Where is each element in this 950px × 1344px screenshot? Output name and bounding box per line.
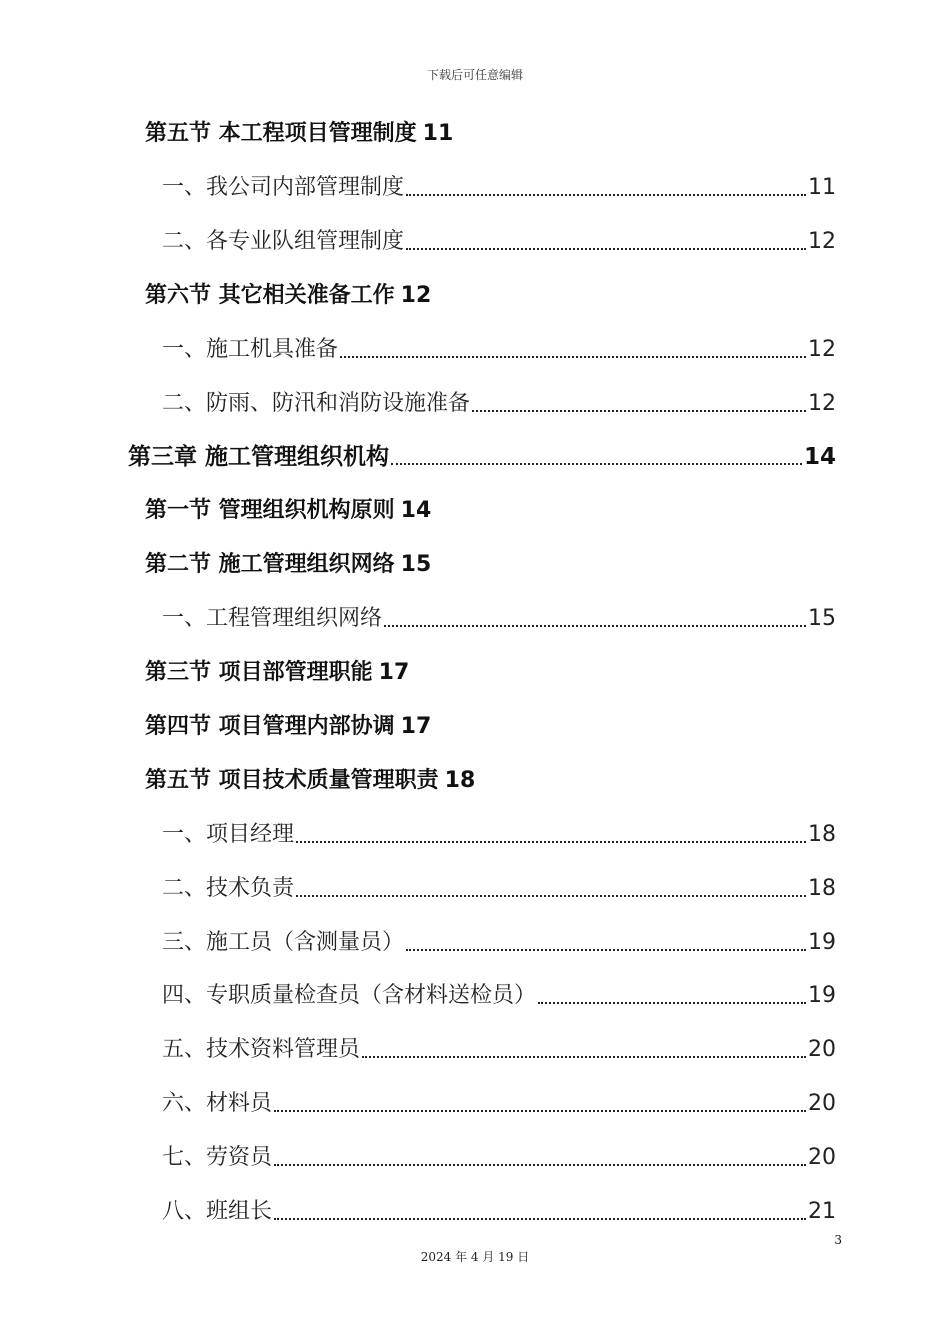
toc-entry-page: 14 [400,498,432,524]
page-footer-date: 2024 年 4 月 19 日 [420,1250,530,1264]
toc-entry-label: 三、施工员（含测量员） [162,929,405,955]
toc-entry-item[interactable] [162,1186,836,1226]
toc-entry-item[interactable] [162,809,836,849]
toc-entry-label: 六、材料员 [162,1091,273,1117]
toc-entry-page: 15 [400,552,432,578]
toc-entry-label: 一、项目经理 [162,821,295,847]
toc-entry-section[interactable] [145,755,475,795]
toc-dot-leader [362,1056,806,1058]
toc-entry-item[interactable] [162,1078,836,1118]
toc-entry-label: 二、防雨、防汛和消防设施准备 [162,390,471,416]
toc-entry-label: 二、技术负责 [162,875,295,901]
toc-entry-label: 一、施工机具准备 [162,336,339,362]
toc-dot-leader [274,1164,806,1166]
toc-entry-page: 18 [808,821,836,847]
toc-entry-item[interactable] [162,1024,836,1064]
toc-entry-page: 11 [808,174,836,200]
toc-entry-item[interactable] [162,162,836,202]
toc-entry-label: 一、我公司内部管理制度 [162,174,405,200]
toc-entry-page: 12 [808,228,836,254]
toc-entry-label: 第五节 项目技术质量管理职责 [145,767,439,793]
toc-dot-leader [340,356,806,358]
toc-entry-item[interactable] [162,216,836,256]
toc-entry-page: 17 [378,660,410,685]
toc-entry-label: 第四节 项目管理内部协调 [145,713,395,739]
toc-entry-chapter[interactable] [128,431,836,471]
toc-dot-leader [296,841,806,843]
toc-entry-page: 14 [803,444,836,471]
toc-entry-page: 12 [400,282,432,308]
toc-entry-section[interactable] [145,108,453,148]
toc-entry-page: 12 [808,336,836,362]
toc-entry-page: 18 [808,875,836,901]
toc-dot-leader [384,625,806,627]
page-number: 3 [834,1233,842,1247]
toc-entry-label: 第一节 管理组织机构原则 [145,498,395,524]
toc-entry-label: 一、工程管理组织网络 [162,606,383,632]
toc-entry-label: 第五节 本工程项目管理制度 [145,121,417,146]
toc-entry-section[interactable] [145,485,431,525]
toc-entry-page: 17 [400,713,432,739]
toc-entry-page: 12 [808,390,836,416]
toc-entry-section[interactable] [145,647,409,687]
toc-entry-page: 11 [422,121,454,146]
toc-entry-page: 20 [808,1091,836,1117]
toc-dot-leader [274,1110,806,1112]
toc-entry-item[interactable] [162,324,836,364]
toc-entry-label: 第三节 项目部管理职能 [145,660,373,685]
toc-entry-page: 15 [808,606,836,632]
toc-entry-label: 四、专职质量检查员（含材料送检员） [162,983,537,1009]
toc-entry-item[interactable] [162,863,836,903]
toc-entry-label: 二、各专业队组管理制度 [162,228,405,254]
toc-entry-page: 19 [808,983,836,1009]
toc-entry-label: 七、劳资员 [162,1145,273,1171]
toc-entry-label: 第二节 施工管理组织网络 [145,552,395,578]
toc-dot-leader [391,463,802,465]
page-header: 下载后可任意编辑 [426,68,523,82]
toc-dot-leader [406,194,806,196]
toc-entry-label: 第三章 施工管理组织机构 [128,444,390,471]
toc-entry-label: 第六节 其它相关准备工作 [145,282,395,308]
toc-entry-item[interactable] [162,917,836,957]
toc-entry-section[interactable] [145,701,431,741]
toc-entry-item[interactable] [162,970,836,1010]
toc-entry-section[interactable] [145,270,431,310]
toc-entry-page: 20 [808,1037,836,1063]
toc-entry-item[interactable] [162,593,836,633]
toc-entry-page: 19 [808,929,836,955]
toc-entry-page: 20 [808,1145,836,1171]
toc-entry-page: 18 [444,767,476,793]
toc-dot-leader [274,1218,806,1220]
toc-entry-item[interactable] [162,1132,836,1172]
toc-dot-leader [538,1002,806,1004]
toc-dot-leader [406,248,806,250]
toc-entry-label: 五、技术资料管理员 [162,1037,361,1063]
toc-entry-label: 八、班组长 [162,1199,273,1224]
toc-entry-item[interactable] [162,378,836,418]
toc-dot-leader [406,949,806,951]
toc-entry-section[interactable] [145,539,431,579]
toc-dot-leader [296,895,806,897]
toc-entry-page: 21 [808,1199,836,1224]
toc-dot-leader [472,410,806,412]
